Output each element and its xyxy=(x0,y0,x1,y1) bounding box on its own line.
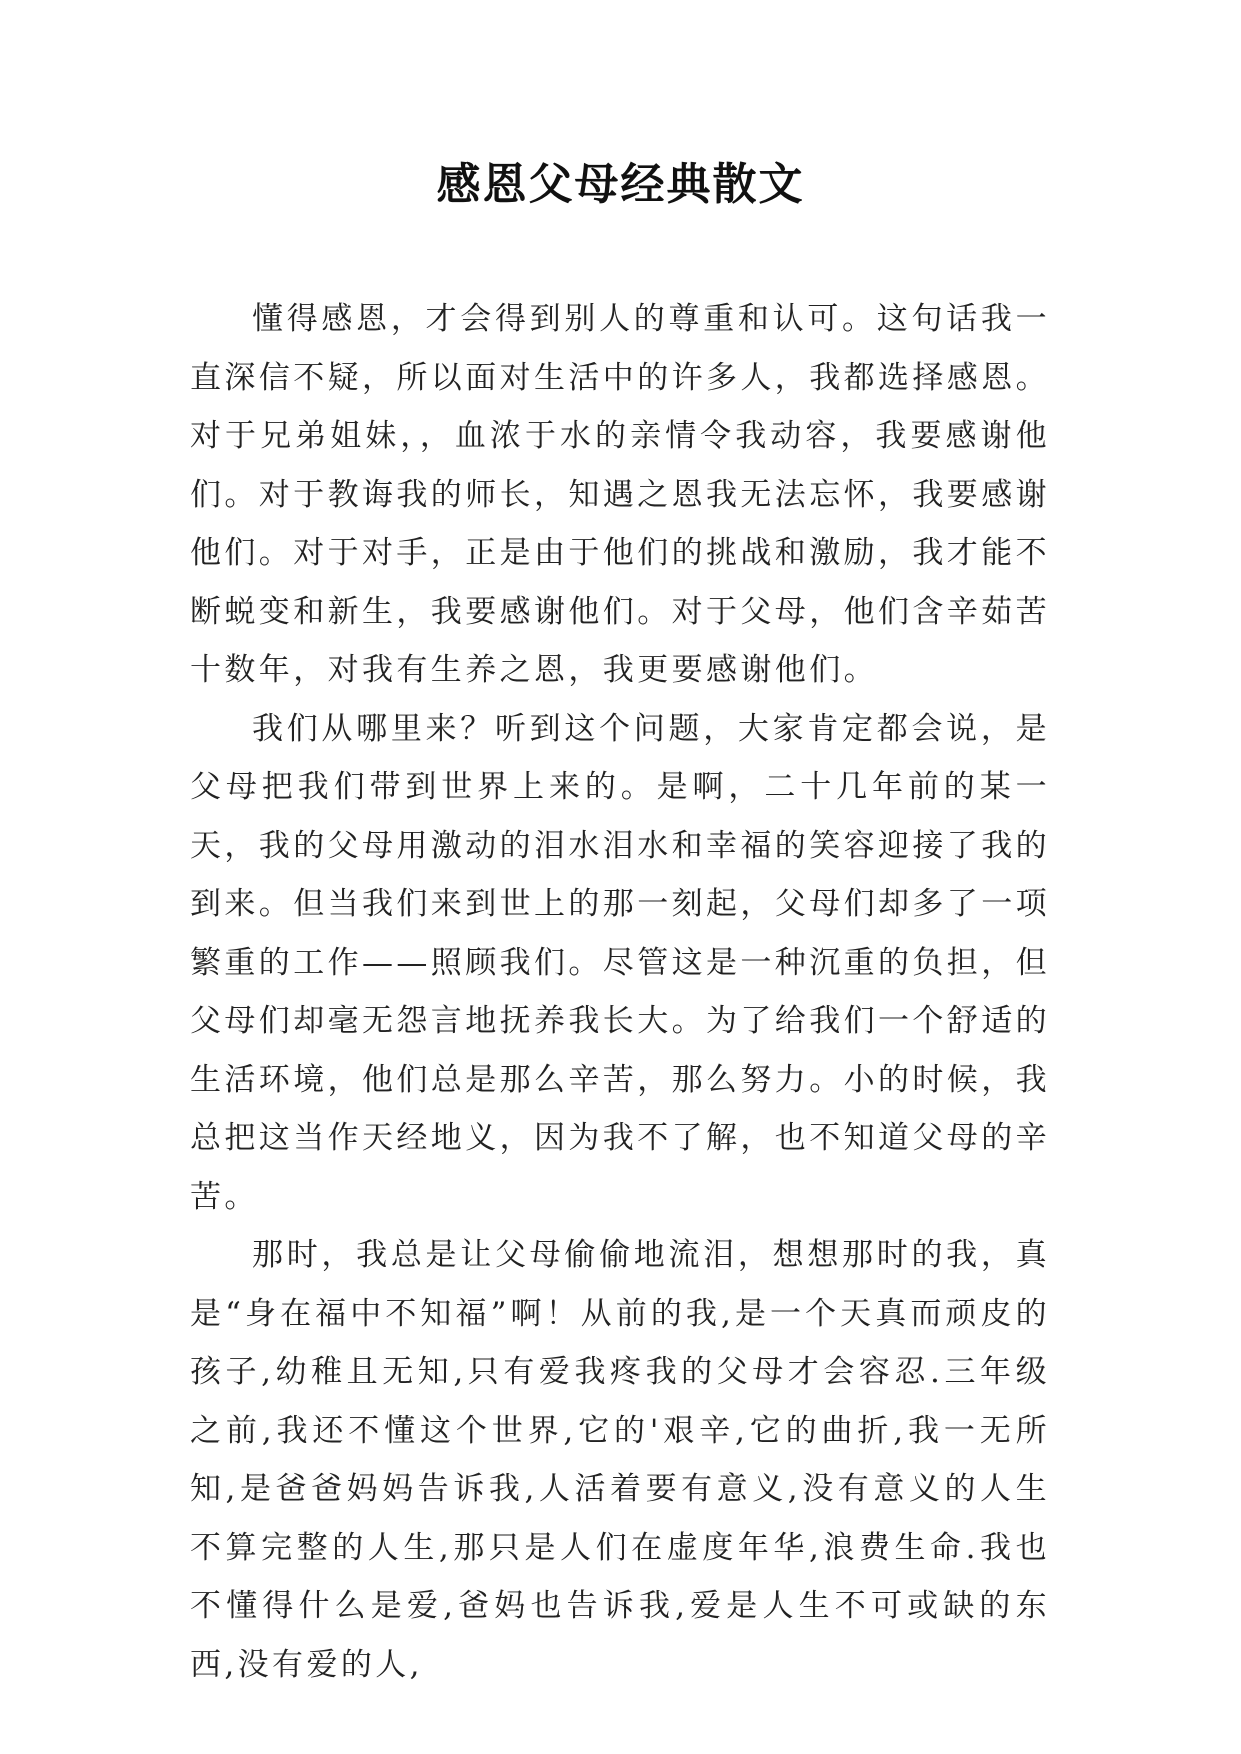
paragraph: 我们从哪里来？听到这个问题，大家肯定都会说，是父母把我们带到世界上来的。是啊，二十几年前的某一天，我的父母用激动的泪水泪水和幸福的笑容迎接了我的到来。但当我们来到世上的那一刻起，父母们却多了一项繁重的工作——照顾我们。尽管这是一种沉重的负担，但父母们却毫无怨言地抚养我长大。为了给我们一个舒适的生活环境，他们总是那么辛苦，那么努力。小的时候，我总把这当作天经地义，因为我不了解，也不知道父母的辛苦。 xyxy=(190,710,1050,1215)
document-title: 感恩父母经典散文 xyxy=(436,159,805,210)
paragraph: 懂得感恩，才会得到别人的尊重和认可。这句话我一直深信不疑，所以面对生活中的许多人，我都选择感恩。对于兄弟姐妹，，血浓于水的亲情令我动容，我要感谢他们。对于教诲我的师长，知遇之恩我无法忘怀，我要感谢他们。对于对手，正是由于他们的挑战和激励，我才能不断蜕变和新生，我要感谢他们。对于父母，他们含辛茹苦十数年，对我有生养之恩，我更要感谢他们。 xyxy=(190,301,1050,688)
paragraph: 那时，我总是让父母偷偷地流泪，想想那时的我，真是“身在福中不知福”啊！从前的我,是一个天真而顽皮的孩子,幼稚且无知,只有爱我疼我的父母才会容忍.三年级之前,我还不懂这个世界,它的'艰辛,它的曲折,我一无所知,是爸爸妈妈告诉我,人活着要有意义,没有意义的人生不算完整的人生,那只是人们在虚度年华,浪费生命.我也不懂得什么是爱,爸妈也告诉我,爱是人生不可或缺的东西,没有爱的人, xyxy=(190,1237,1050,1683)
document-body xyxy=(190,290,1050,1694)
